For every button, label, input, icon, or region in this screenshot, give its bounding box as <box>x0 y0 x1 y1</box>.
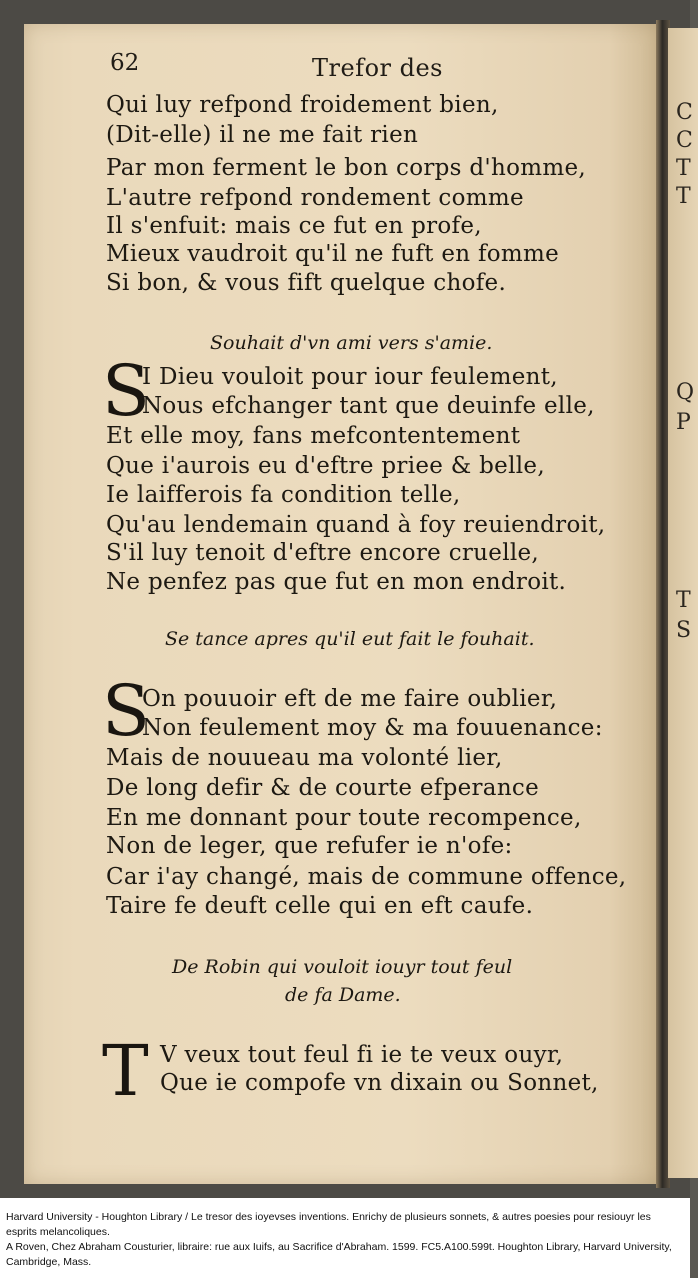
verse-line: Nous efchanger tant que deuinfe elle, <box>142 393 595 419</box>
poem-title-continued: de fa Dame. <box>285 984 401 1006</box>
verse-line: S'il luy tenoit d'eftre encore cruelle, <box>106 540 540 566</box>
verse-line: Mais de nouueau ma volonté lier, <box>106 745 503 771</box>
recto-page-edge <box>668 28 698 1178</box>
verse-line: V veux tout feul fi ie te veux ouyr, <box>160 1042 564 1068</box>
verse-line: L'autre refpond rondement comme <box>106 185 524 211</box>
page-number: 62 <box>110 50 140 76</box>
facing-letter: T <box>676 156 691 181</box>
facing-letter: T <box>676 184 691 209</box>
facing-letter: S <box>676 618 692 643</box>
verse-line: Il s'enfuit: mais ce fut en profe, <box>106 213 482 239</box>
facing-letter: C <box>676 100 693 125</box>
verse-line: Taire fe deuft celle qui en eft caufe. <box>106 893 534 919</box>
facing-letter: Q <box>676 380 695 405</box>
verse-line: Si bon, & vous fift quelque chofe. <box>106 270 507 296</box>
drop-cap: T <box>102 1030 149 1112</box>
verse-line: Que ie compofe vn dixain ou Sonnet, <box>160 1070 599 1096</box>
verse-line: Ne penfez pas que fut en mon endroit. <box>106 569 567 595</box>
verse-line: Qu'au lendemain quand à foy reuiendroit, <box>106 512 606 538</box>
poem-title: De Robin qui vouloit iouyr tout feul <box>172 956 513 978</box>
verse-line: Mieux vaudroit qu'il ne fuft en fomme <box>106 241 560 267</box>
verse-line: Que i'aurois eu d'eftre priee & belle, <box>106 453 545 479</box>
poem-title: Souhait d'vn ami vers s'amie. <box>210 332 493 354</box>
verse-line: De long defir & de courte efperance <box>106 775 540 801</box>
verse-line: (Dit-elle) il ne me fait rien <box>106 122 419 148</box>
verse-line: I Dieu vouloit pour iour feulement, <box>142 364 558 390</box>
verse-line: En me donnant pour toute recompence, <box>106 805 582 831</box>
facing-letter: T <box>676 588 691 613</box>
facing-letter: P <box>676 410 691 435</box>
facing-letter: C <box>676 128 693 153</box>
verse-line: On pouuoir eft de me faire oublier, <box>142 686 558 712</box>
drop-cap: S <box>102 670 150 752</box>
caption-line: A Roven, Chez Abraham Cousturier, libraire: rue aux Iuifs, au Sacrifice d'Abraham. 1599. FC5.A100.599t. Houghton Library, Harvard University, Cambridge, Mass. <box>6 1241 672 1268</box>
drop-cap: S <box>102 350 150 432</box>
verse-line: Et elle moy, fans mefcontentement <box>106 423 521 449</box>
poem-title: Se tance apres qu'il eut fait le fouhait. <box>165 628 535 650</box>
verse-line: Par mon ferment le bon corps d'homme, <box>106 155 587 181</box>
verse-line: Car i'ay changé, mais de commune offence, <box>106 864 627 890</box>
verse-line: Ie laifferois fa condition telle, <box>106 482 461 508</box>
verse-line: Non feulement moy & ma fouuenance: <box>142 715 603 741</box>
caption-line: Harvard University - Houghton Library / Le tresor des ioyevses inventions. Enrichy de plusieurs sonnets, & autres poesies pour resiouyr les esprits melancoliques. <box>6 1211 651 1238</box>
verse-line: Non de leger, que refufer ie n'ofe: <box>106 833 513 859</box>
running-head: Trefor des <box>312 54 443 82</box>
image-caption <box>0 1198 690 1278</box>
verse-line: Qui luy refpond froidement bien, <box>106 92 499 118</box>
